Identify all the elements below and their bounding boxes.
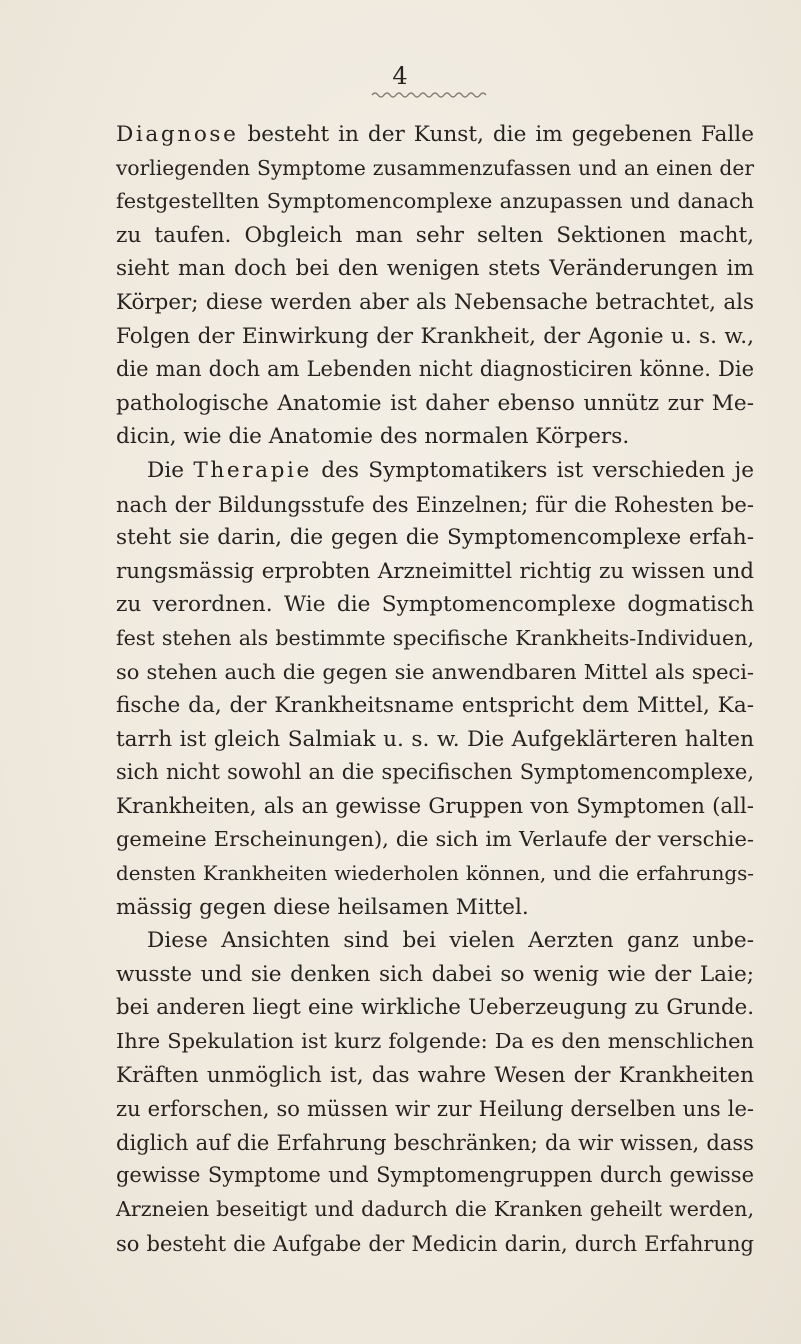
text-line: Körper; diese werden aber als Nebensache betrachtet, als bbox=[116, 289, 754, 315]
text-line: Arzneien beseitigt und dadurch die Kranken geheilt werden, bbox=[116, 1197, 754, 1221]
text-line: sich nicht sowohl an die specifischen Symptomencomplexe, bbox=[116, 760, 754, 785]
text-line: so besteht die Aufgabe der Medicin darin, durch Erfahrung bbox=[116, 1230, 754, 1256]
text-line: mässig gegen diese heilsamen Mittel. bbox=[116, 894, 529, 920]
term-therapie: Therapie bbox=[193, 457, 312, 483]
text-line: fische da, der Krankheitsname entspricht dem Mittel, Ka- bbox=[116, 693, 754, 719]
text-line: gewisse Symptome und Symptomengruppen durch gewisse bbox=[116, 1163, 754, 1188]
text-line: vorliegenden Symptome zusammenzufassen und an einen der bbox=[116, 155, 754, 180]
text-line: Diagnose besteht in der Kunst, die im gegebenen Falle bbox=[116, 122, 754, 147]
ornament-rule bbox=[370, 88, 490, 102]
text-line: zu verordnen. Wie die Symptomencomplexe dogmatisch bbox=[116, 592, 754, 618]
text-line: Ihre Spekulation ist kurz folgende: Da es den menschlichen bbox=[116, 1029, 754, 1054]
text-line: rungsmässig erprobten Arzneimittel richtig zu wissen und bbox=[116, 558, 754, 584]
text-line: zu erforschen, so müssen wir zur Heilung derselben uns le- bbox=[116, 1096, 754, 1122]
text-line: so stehen auch die gegen sie anwendbaren Mittel als speci- bbox=[116, 659, 754, 684]
text-line: Kräften unmöglich ist, das wahre Wesen der Krankheiten bbox=[116, 1062, 754, 1088]
text-line: fest stehen als bestimmte specifische Krankheits-Individuen, bbox=[116, 625, 754, 650]
text-line: densten Krankheiten wiederholen können, und die erfahrungs- bbox=[116, 862, 754, 886]
text-line: gemeine Erscheinungen), die sich im Verlaufe der verschie- bbox=[116, 827, 754, 852]
text-line: bei anderen liegt eine wirkliche Ueberzeugung zu Grunde. bbox=[116, 995, 754, 1021]
text-line: nach der Bildungsstufe des Einzelnen; für die Rohesten be- bbox=[116, 491, 754, 517]
text-line: diglich auf die Erfahrung beschränken; da wir wissen, dass bbox=[116, 1129, 754, 1155]
text-line: Diese Ansichten sind bei vielen Aerzten ganz unbe- bbox=[147, 928, 754, 954]
text-line: Die Therapie des Symptomatikers ist verschieden je bbox=[147, 457, 754, 483]
text-line: tarrh ist gleich Salmiak u. s. w. Die Aufgeklärteren halten bbox=[116, 726, 754, 752]
text-line: Folgen der Einwirkung der Krankheit, der Agonie u. s. w., bbox=[116, 323, 754, 349]
text-line: die man doch am Lebenden nicht diagnosticiren könne. Die bbox=[116, 357, 754, 382]
text-line: sieht man doch bei den wenigen stets Veränderungen im bbox=[116, 256, 754, 282]
page-number: 4 bbox=[392, 62, 409, 90]
term-diagnose: Diagnose bbox=[116, 122, 239, 147]
text-line: dicin, wie die Anatomie des normalen Körpers. bbox=[116, 424, 630, 450]
text-line: Krankheiten, als an gewisse Gruppen von Symptomen (all- bbox=[116, 793, 754, 819]
text-line: festgestellten Symptomencomplexe anzupassen und danach bbox=[116, 189, 754, 214]
text-line: steht sie darin, die gegen die Symptomencomplexe erfah- bbox=[116, 525, 754, 551]
body-text bbox=[116, 118, 754, 1260]
text-line: wusste und sie denken sich dabei so wenig wie der Laie; bbox=[116, 961, 754, 987]
text-line: pathologische Anatomie ist daher ebenso unnütz zur Me- bbox=[116, 390, 754, 416]
text-line: zu taufen. Obgleich man sehr selten Sektionen macht, bbox=[116, 222, 754, 248]
